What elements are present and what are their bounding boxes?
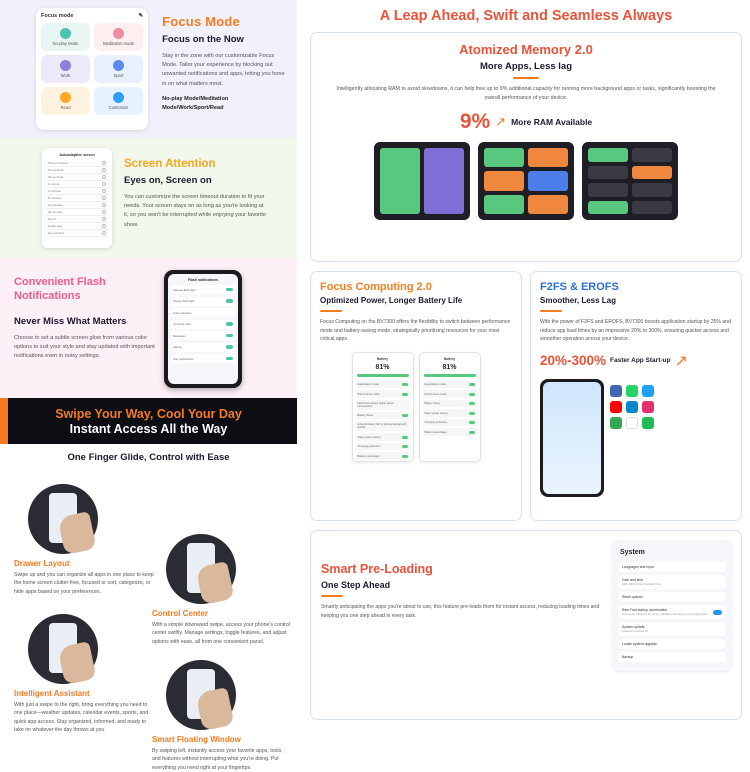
radio-icon — [102, 175, 106, 179]
swipe-banner-text — [55, 406, 242, 437]
list-item — [423, 390, 477, 398]
chrome-icon — [626, 417, 638, 429]
list-item — [356, 390, 410, 398]
memory-body: Intelligently allocating RAM to avoid slowdowns, it can help free up to 9% additional capacity for running more background apps or tasks, significantly boosting the overall performance of your device. — [336, 86, 716, 101]
toggle-icon — [226, 334, 233, 338]
toggle-icon — [402, 383, 408, 386]
hand-icon — [57, 641, 96, 685]
toggle-icon — [469, 431, 475, 434]
radio-icon — [102, 210, 106, 214]
list-item — [46, 230, 108, 237]
radio-icon — [102, 168, 106, 172]
list-item — [171, 285, 235, 294]
row-label: Screen flash light — [173, 299, 195, 303]
phone-mock — [478, 142, 574, 220]
radio-icon — [102, 203, 106, 207]
list-item — [46, 195, 108, 202]
gesture-title: Drawer Layout — [14, 559, 70, 568]
list-item — [356, 433, 410, 441]
toggle-icon — [226, 299, 233, 303]
list-item — [46, 209, 108, 216]
row-label: Super power saving — [424, 411, 448, 415]
row-label: 10 minutes — [48, 203, 63, 207]
right-title: A Leap Ahead, Swift and Seamless Always — [379, 8, 673, 24]
focus-tile-label: Read — [60, 105, 71, 110]
row-label: Locale system upgrade — [622, 642, 658, 646]
row-label: 15 seconds — [48, 168, 64, 172]
up-arrow-icon: ↗ — [674, 352, 688, 370]
focus-computing-heading: Focus Computing 2.0 — [320, 281, 432, 293]
screen-body: You can customize the screen timeout duration to fit your needs. Your screen stays on as long as you're looking at it, so you won't be interrupted while enjoying your favorite show. — [124, 194, 266, 228]
screen-subheading: Eyes on, Screen on — [124, 175, 212, 186]
gesture-body: By swiping left, instantly access your favorite apps, tools, and features without interrupting what you're doing. Put everything you need right at your fingertips. — [152, 748, 283, 771]
row-label: Incoming calls — [173, 322, 191, 326]
intelligent-assistant-illustration — [28, 614, 98, 684]
flash-subheading: Never Miss What Matters — [14, 315, 127, 327]
radio-icon — [102, 161, 106, 165]
flash-notifications-panel — [0, 258, 297, 398]
toggle-icon — [469, 393, 475, 396]
hand-icon — [195, 561, 234, 605]
list-item[interactable] — [618, 592, 726, 602]
row-label: Backup — [622, 655, 634, 659]
right-column — [297, 0, 750, 750]
focus-computing-body: Focus Computing on the BV7300 offers the flexibility to switch between performance mode and battery-saving mode, strategically prioritizing resources for your most critical apps. — [320, 319, 511, 343]
atomized-memory-card — [310, 32, 742, 262]
list-item[interactable] — [618, 639, 726, 649]
divider — [320, 310, 342, 312]
row-label: 5 minutes — [48, 196, 62, 200]
focus-computing-subheading: Optimized Power, Longer Battery Life — [320, 296, 463, 305]
screen-heading: Screen Attention — [124, 158, 216, 170]
row-label: Smart stay — [48, 224, 63, 228]
list-item — [423, 381, 477, 389]
divider — [540, 310, 562, 312]
list-item — [356, 421, 410, 431]
spotify-icon — [642, 417, 654, 429]
battery-title: Battery — [377, 356, 388, 361]
hand-icon — [195, 687, 234, 731]
memory-heading: Atomized Memory 2.0 — [459, 42, 593, 57]
flash-phone-mock — [164, 270, 242, 388]
radio-icon — [102, 217, 106, 221]
drawer-layout-illustration — [28, 484, 98, 554]
toggle-icon — [469, 412, 475, 415]
phone-screen — [543, 382, 601, 494]
row-label: Color selection — [173, 310, 192, 315]
gestures-heading: One Finger Glide, Control with Ease — [67, 452, 230, 463]
flash-phone-screen — [168, 274, 238, 384]
focus-tile-label: Work — [60, 73, 71, 78]
focus-body: Stay in the zone with our customizable Focus Mode. Tailor your experience by blocking out unwanted notifications and apps, letting you hone in on what matters most. — [162, 53, 285, 87]
list-item — [46, 202, 108, 209]
youtube-icon — [610, 401, 622, 413]
phone-mock — [374, 142, 470, 220]
row-label: Screen timeout — [48, 161, 69, 165]
preloading-heading: Smart Pre-Loading — [321, 562, 433, 576]
telegram-icon — [626, 401, 638, 413]
smart-floating-window-illustration — [166, 660, 236, 730]
list-item — [171, 320, 235, 329]
list-item — [46, 181, 108, 188]
list-item — [356, 443, 410, 451]
focus-tile-grid — [41, 23, 143, 115]
row-label: Equalization mode — [424, 383, 446, 387]
row-label: Eye comfort — [48, 231, 65, 235]
toggle-icon — [469, 421, 475, 424]
control-center-illustration — [166, 534, 236, 604]
preloading-text-block — [321, 540, 607, 671]
battery-card — [352, 352, 414, 462]
divider — [321, 595, 343, 597]
up-arrow-icon: ↗ — [495, 114, 507, 129]
row-sub: GMT+08:00 China Standard Time — [622, 583, 661, 586]
toggle-icon — [402, 414, 408, 417]
memory-stat — [321, 110, 731, 134]
focus-tile[interactable] — [94, 23, 143, 51]
row-label: Battery Saver — [357, 414, 374, 418]
book-icon — [60, 92, 71, 103]
facebook-icon — [610, 385, 622, 397]
row-sub: Updated to Android 15 — [622, 630, 648, 633]
memory-phone-illustrations — [321, 142, 731, 220]
whatsapp-icon — [626, 385, 638, 397]
f2fs-heading: F2FS & EROFS — [540, 281, 619, 293]
flash-heading: Convenient Flash Notifications — [14, 276, 106, 302]
focus-card-title: Focus mode — [41, 13, 74, 19]
focus-mode-panel — [0, 0, 297, 138]
leaf-icon — [113, 28, 124, 39]
radio-icon — [102, 231, 106, 235]
row-label: 30 minutes — [48, 210, 63, 214]
list-item-ram-fast-startup[interactable] — [618, 605, 726, 619]
toggle-icon — [226, 357, 233, 361]
list-item — [423, 428, 477, 436]
row-label: Languages and input — [622, 565, 654, 569]
radio-icon — [102, 196, 106, 200]
row-label: Never — [48, 217, 57, 221]
toggle-icon — [226, 322, 233, 326]
briefcase-icon — [60, 60, 71, 71]
f2fs-speed: 20%-300% — [540, 353, 607, 369]
focus-modes-line: No-play Mode/Meditation Mode/Work/Sport/Read — [162, 95, 229, 111]
focus-tile-label: Sport — [113, 73, 124, 78]
list-item — [423, 400, 477, 408]
phone-mock — [582, 142, 678, 220]
row-label: Reset options — [622, 595, 643, 599]
row-label: 2 minutes — [48, 189, 62, 193]
left-column — [0, 0, 297, 771]
battery-title: Battery — [444, 356, 455, 361]
list-item — [171, 343, 235, 352]
divider — [513, 77, 539, 79]
screen-mock-title: Autoadaptive screen — [59, 153, 95, 157]
gesture-title: Smart Floating Window — [152, 735, 241, 744]
f2fs-illustration — [540, 379, 732, 497]
list-item — [356, 412, 410, 420]
gesture-body: With a simple downward swipe, access your phone's control center swiftly. Manage settings, toggle features, and adjust options with ease, all from one convenient panel. — [152, 622, 290, 645]
f2fs-subheading: Smoother, Less Lag — [540, 296, 617, 305]
battery-bar — [424, 374, 476, 377]
list-item — [46, 216, 108, 223]
row-label: Battery percentage — [357, 454, 380, 458]
f2fs-stat — [540, 351, 732, 371]
screen-text-block — [112, 138, 277, 258]
gestures-panel — [0, 444, 297, 771]
app-icon-grid — [610, 379, 654, 429]
list-item — [171, 354, 235, 363]
f2fs-body: With the power of F2FS and EROFS, BV7300 boosts application startup by 25% and reduce app load times by an impressive 20% to 300%, ensuring quicker access and smoother operation across your device. — [540, 319, 731, 343]
row-label: Maximizes speed, higher power consumption — [357, 401, 394, 408]
toggle-icon — [469, 402, 475, 405]
focus-mode-card — [36, 8, 148, 130]
row-label: Equalization mode — [357, 383, 379, 387]
twitter-icon — [642, 385, 654, 397]
battery-percent: 81% — [375, 363, 390, 371]
row-label: Camera flash light — [173, 287, 196, 292]
radio-icon — [102, 182, 106, 186]
row-label: Performance mode — [357, 392, 380, 396]
preloading-subheading: One Step Ahead — [321, 580, 391, 590]
list-item — [46, 174, 108, 181]
row-label: Battery percentage — [424, 430, 447, 434]
system-panel-title: System — [620, 549, 645, 556]
focus-subheading: Focus on the Now — [162, 34, 244, 45]
flash-text-block — [0, 258, 160, 398]
focus-heading: Focus Mode — [162, 14, 240, 29]
focus-tile[interactable] — [41, 55, 90, 83]
row-label: 30 seconds — [48, 175, 64, 179]
focus-tile[interactable] — [41, 87, 90, 115]
list-item — [171, 297, 235, 306]
memory-percent-label: More RAM Available — [511, 117, 593, 127]
focus-tile-label: No-play Mode — [52, 41, 79, 46]
row-label: App notifications — [173, 356, 194, 361]
smart-preloading-card — [310, 530, 742, 720]
maps-icon — [610, 417, 622, 429]
row-label: Charging protection — [424, 421, 448, 425]
battery-bar — [357, 374, 409, 377]
list-item — [171, 331, 235, 340]
preloading-body: Smartly anticipating the apps you're about to use, this feature pre-loads them for instant access, reducing loading times and keeping you one step ahead in every task. — [321, 604, 600, 619]
phone-mock — [540, 379, 604, 497]
toggle-icon — [402, 436, 408, 439]
focus-tile-label: Customize — [108, 105, 129, 110]
row-label: Messages — [173, 333, 186, 338]
list-item[interactable] — [618, 575, 726, 589]
swipe-banner — [0, 398, 297, 444]
list-item — [423, 419, 477, 427]
gesture-body: With just a swipe to the right, bring everything you need to one place—weather updates, calendar events, sports, and quick app access. Stay organized, informed, and ready to take on whatever the day throws at you. — [14, 702, 149, 733]
toggle-icon — [402, 445, 408, 448]
toggle-icon — [402, 455, 408, 458]
plus-icon — [113, 92, 124, 103]
row-sub: Improve the efficiency of memory utilization according to your usage habits — [622, 613, 708, 616]
preloading-layout — [321, 540, 731, 671]
memory-percent: 9% — [459, 110, 491, 133]
instagram-icon — [642, 401, 654, 413]
f2fs-speed-label: Faster App Start-up — [610, 357, 671, 365]
gesture-intelligent-assistant — [14, 614, 154, 734]
list-item — [356, 400, 410, 410]
focus-tile[interactable] — [94, 87, 143, 115]
flash-mock-title: Flash notifications — [188, 278, 218, 282]
swipe-line-1: Swipe Your Way, Cool Your Day — [55, 406, 242, 421]
gesture-title: Control Center — [152, 609, 208, 618]
battery-card — [419, 352, 481, 462]
feature-two-column — [310, 271, 742, 521]
row-label: Alarms — [173, 345, 182, 349]
row-label: Super power saving — [357, 435, 381, 439]
focus-card-header — [41, 13, 143, 19]
list-item — [356, 452, 410, 460]
flash-body: Choose to set a subtle screen glow from various color options to suit your style and stay updated with important notifications even in noisy settings. — [14, 334, 155, 359]
row-label: 1 minute — [48, 182, 60, 186]
radio-icon — [102, 189, 106, 193]
list-item[interactable] — [618, 562, 726, 572]
toggle-icon — [226, 288, 233, 292]
list-item — [46, 160, 108, 167]
toggle-icon[interactable] — [713, 610, 722, 615]
toggle-icon — [469, 383, 475, 386]
battery-percent: 81% — [442, 363, 457, 371]
toggle-icon — [402, 393, 408, 396]
list-item — [171, 308, 235, 317]
list-item — [423, 409, 477, 417]
focus-tile-label: Meditation mode — [103, 41, 135, 46]
moon-icon — [60, 28, 71, 39]
list-item — [46, 188, 108, 195]
list-item[interactable] — [618, 652, 726, 662]
edit-icon[interactable]: ✎ — [138, 13, 144, 19]
gesture-title: Intelligent Assistant — [14, 689, 90, 698]
screen-attention-panel — [0, 138, 297, 258]
list-item — [356, 381, 410, 389]
row-label: Performance mode — [424, 392, 447, 396]
gesture-body: Swipe up and you can organize all apps in one place to keep the home screen clutter-free, focused or sort, categorize, or hide apps based on your preferences. — [14, 572, 154, 595]
row-label: Date and time — [622, 578, 644, 582]
row-label: Battery Saver — [424, 402, 441, 406]
list-item[interactable] — [618, 622, 726, 636]
screen-timeout-mock — [42, 148, 112, 248]
focus-text-block — [148, 0, 297, 138]
system-settings-panel — [613, 540, 731, 671]
focus-computing-card — [310, 271, 522, 521]
radio-icon — [102, 224, 106, 228]
gesture-smart-floating-window — [152, 660, 292, 772]
swipe-line-2: Instant Access All the Way — [69, 422, 228, 437]
memory-subheading: More Apps, Less lag — [479, 61, 573, 72]
row-label: Charging protection — [357, 445, 381, 449]
gesture-drawer-layout — [14, 484, 154, 596]
focus-tile[interactable] — [94, 55, 143, 83]
list-item — [46, 223, 108, 230]
list-item — [46, 167, 108, 174]
battery-screens — [320, 352, 512, 462]
focus-tile[interactable] — [41, 23, 90, 51]
row-label: Ram Fast startup acceleration — [622, 608, 668, 612]
f2fs-erofs-card — [530, 271, 742, 521]
run-icon — [113, 60, 124, 71]
hand-icon — [57, 511, 96, 555]
row-label: System update — [622, 625, 645, 629]
row-label: Extends battery life by limiting background activity — [357, 423, 407, 430]
toggle-icon — [226, 345, 233, 349]
gesture-control-center — [152, 534, 292, 646]
